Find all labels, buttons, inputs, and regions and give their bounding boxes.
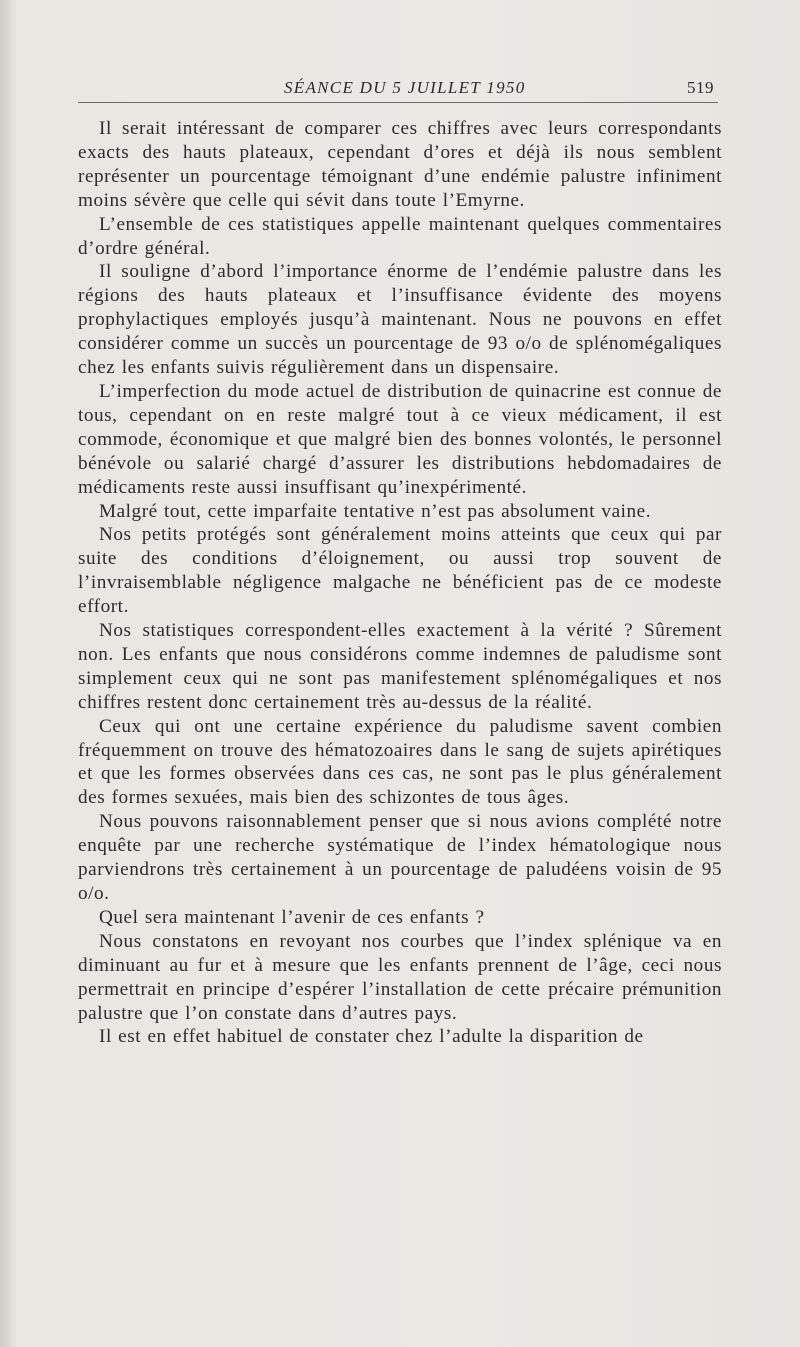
paragraph: Nous pouvons raisonnablement penser que si nous avions complété notre enquête par une recherche systématique de l’index hématologique nous parviendrons très certainement à un pourcentage de paludéens voisin de 95 o/o.	[78, 811, 722, 904]
page-header	[0, 74, 800, 106]
header-rule	[78, 102, 718, 103]
running-title: SÉANCE DU 5 JUILLET 1950	[284, 78, 526, 97]
paragraph: L’ensemble de ces statistiques appelle maintenant quelques commentaires d’ordre général.	[78, 213, 722, 259]
paragraph: Malgré tout, cette imparfaite tentative n’est pas absolument vaine.	[99, 500, 652, 522]
paragraph: Il serait intéressant de comparer ces chiffres avec leurs correspondants exacts des hauts plateaux, cependant d’ores et déjà ils nous semblent représenter un pourcentage témoignant d’une endémie palustre infiniment moins sévère que celle qui sévit dans toute l’Emyrne.	[78, 118, 722, 211]
paragraph: Nous constatons en revoyant nos courbes que l’index splénique va en diminuant au fur et à mesure que les enfants prennent de l’âge, ceci nous permettrait en principe d’espérer l’installation de cette précaire prémunition palustre que l’on constate dans d’autres pays.	[78, 930, 722, 1024]
paragraph: Ceux qui ont une certaine expérience du paludisme savent combien fréquemment on trouve des hématozoaires dans le sang de sujets apirétiques et que les formes observées dans ces cas, ne sont pas le plus généralement des formes sexuées, mais bien des schizontes de tous âges.	[78, 715, 722, 809]
page-number: 519	[687, 78, 714, 97]
paragraph: L’imperfection du mode actuel de distribution de quinacrine est connue de tous, cependant on en reste malgré tout à ce vieux médicament, il est commode, économique et que malgré bien des bonnes volontés, le personnel bénévole ou salarié chargé d’assurer les distributions hebdomadaires de médicaments reste aussi insuffisant qu’inexpérimenté.	[78, 380, 722, 498]
paragraph: Il souligne d’abord l’importance énorme de l’endémie palustre dans les régions des hauts plateaux et l’insuffisance évidente des moyens prophylactiques employés jusqu’à maintenant. Nous ne pouvons en effet considérer comme un succès un pourcentage de 93 o/o de splénomégaliques chez les enfants suivis régulièrement dans un dispensaire.	[78, 261, 722, 379]
body-text	[78, 117, 722, 1049]
page-binding-shadow	[0, 0, 14, 1347]
paragraph: Quel sera maintenant l’avenir de ces enfants ?	[99, 906, 485, 928]
paragraph: Nos petits protégés sont généralement moins atteints que ceux qui par suite des conditions d’éloignement, ou aussi trop souvent de l’invraisemblable négligence malgache ne bénéficient pas de ce modeste effort.	[78, 524, 722, 618]
paragraph: Nos statistiques correspondent-elles exactement à la vérité ? Sûrement non. Les enfants que nous considérons comme indemnes de paludisme sont simplement ceux qui ne sont pas manifestement splénomégaliques et nos chiffres restent donc certainement très au-dessus de la réalité.	[78, 620, 722, 713]
paragraph: Il est en effet habituel de constater chez l’adulte la disparition de	[99, 1026, 644, 1048]
